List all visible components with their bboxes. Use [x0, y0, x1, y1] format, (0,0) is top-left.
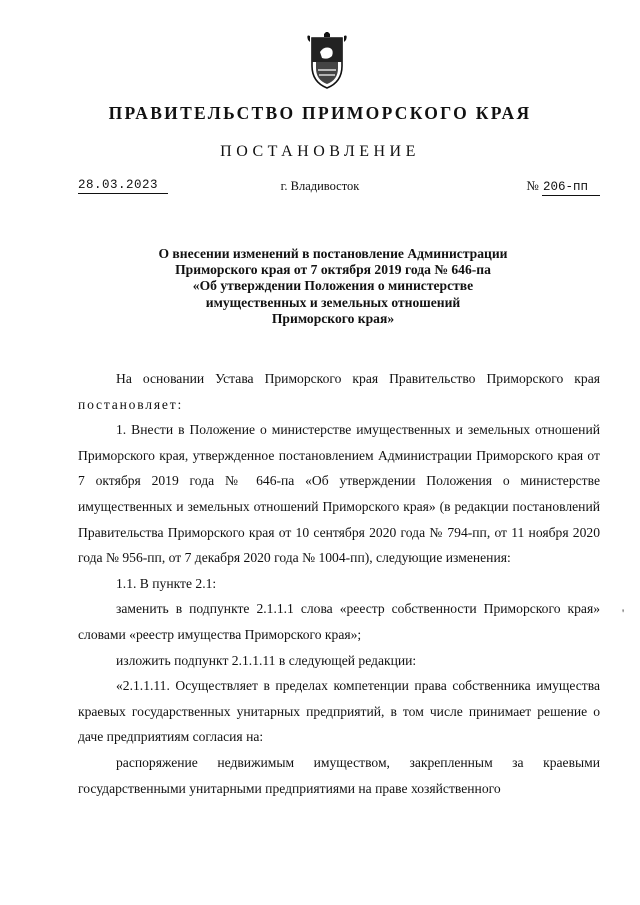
paragraph-restate: изложить подпункт 2.1.1.11 в следующей редакции:	[116, 652, 417, 668]
document-type: ПОСТАНОВЛЕНИЕ	[220, 143, 420, 160]
heading-line: Приморского края от 7 октября 2019 года № 646-па	[175, 262, 491, 278]
paragraph-2-1-1-11: «2.1.1.11. Осуществляет в пределах компетенции права собственника имущества краевых государственных унитарных предприятий, в том числе принимает решение о даче предприятиям согласия на:	[78, 678, 600, 745]
paragraph-1-1: 1.1. В пункте 2.1:	[116, 575, 217, 591]
document-city: г. Владивосток	[280, 179, 360, 193]
margin-mark: '	[622, 606, 625, 620]
preamble-colon: :	[177, 396, 182, 412]
preamble-verb: постановляет	[78, 396, 178, 412]
document-meta	[0, 178, 640, 198]
number-prefix: №	[526, 178, 539, 193]
heading-line: Приморского края»	[271, 310, 395, 326]
coat-of-arms-icon	[302, 32, 352, 90]
heading-line: «Об утверждении Положения о министерстве	[192, 278, 474, 294]
number-value: 206-пп	[542, 180, 600, 196]
preamble-paragraph	[78, 366, 600, 417]
paragraph-replace: заменить в подпункте 2.1.1.1 слова «реестр собственности Приморского края» словами «реестр имущества Приморского края»;	[78, 601, 600, 642]
preamble-text: На основании Устава Приморского края Правительство Приморского края	[116, 371, 600, 386]
heading-line: О внесении изменений в постановление Администрации	[158, 246, 508, 261]
document-date: 28.03.2023	[78, 178, 168, 194]
heading-line: имущественных и земельных отношений	[205, 294, 461, 310]
document-heading	[120, 246, 546, 327]
document-body	[78, 366, 600, 801]
document-number	[526, 178, 600, 196]
government-title: ПРАВИТЕЛЬСТВО ПРИМОРСКОГО КРАЯ	[108, 103, 532, 123]
paragraph-disposal: распоряжение недвижимым имуществом, закрепленным за краевыми государственными унитарными предприятиями на праве хозяйственного	[78, 754, 600, 796]
paragraph-1: 1. Внести в Положение о министерстве имущественных и земельных отношений Приморского края, утвержденное постановлением Администрации Приморского края от 7 октября 2019 года № 646-па «Об утверждении Положения о министерстве имущественных и земельных отношений Приморского края» (в редакции постановлений Правительства Приморского края от 10 сентября 2020 года № 794-пп, от 11 ноября 2020 года № 956-пп, от 7 декабря 2020 года № 1004-пп), следующие изменения:	[78, 422, 600, 566]
